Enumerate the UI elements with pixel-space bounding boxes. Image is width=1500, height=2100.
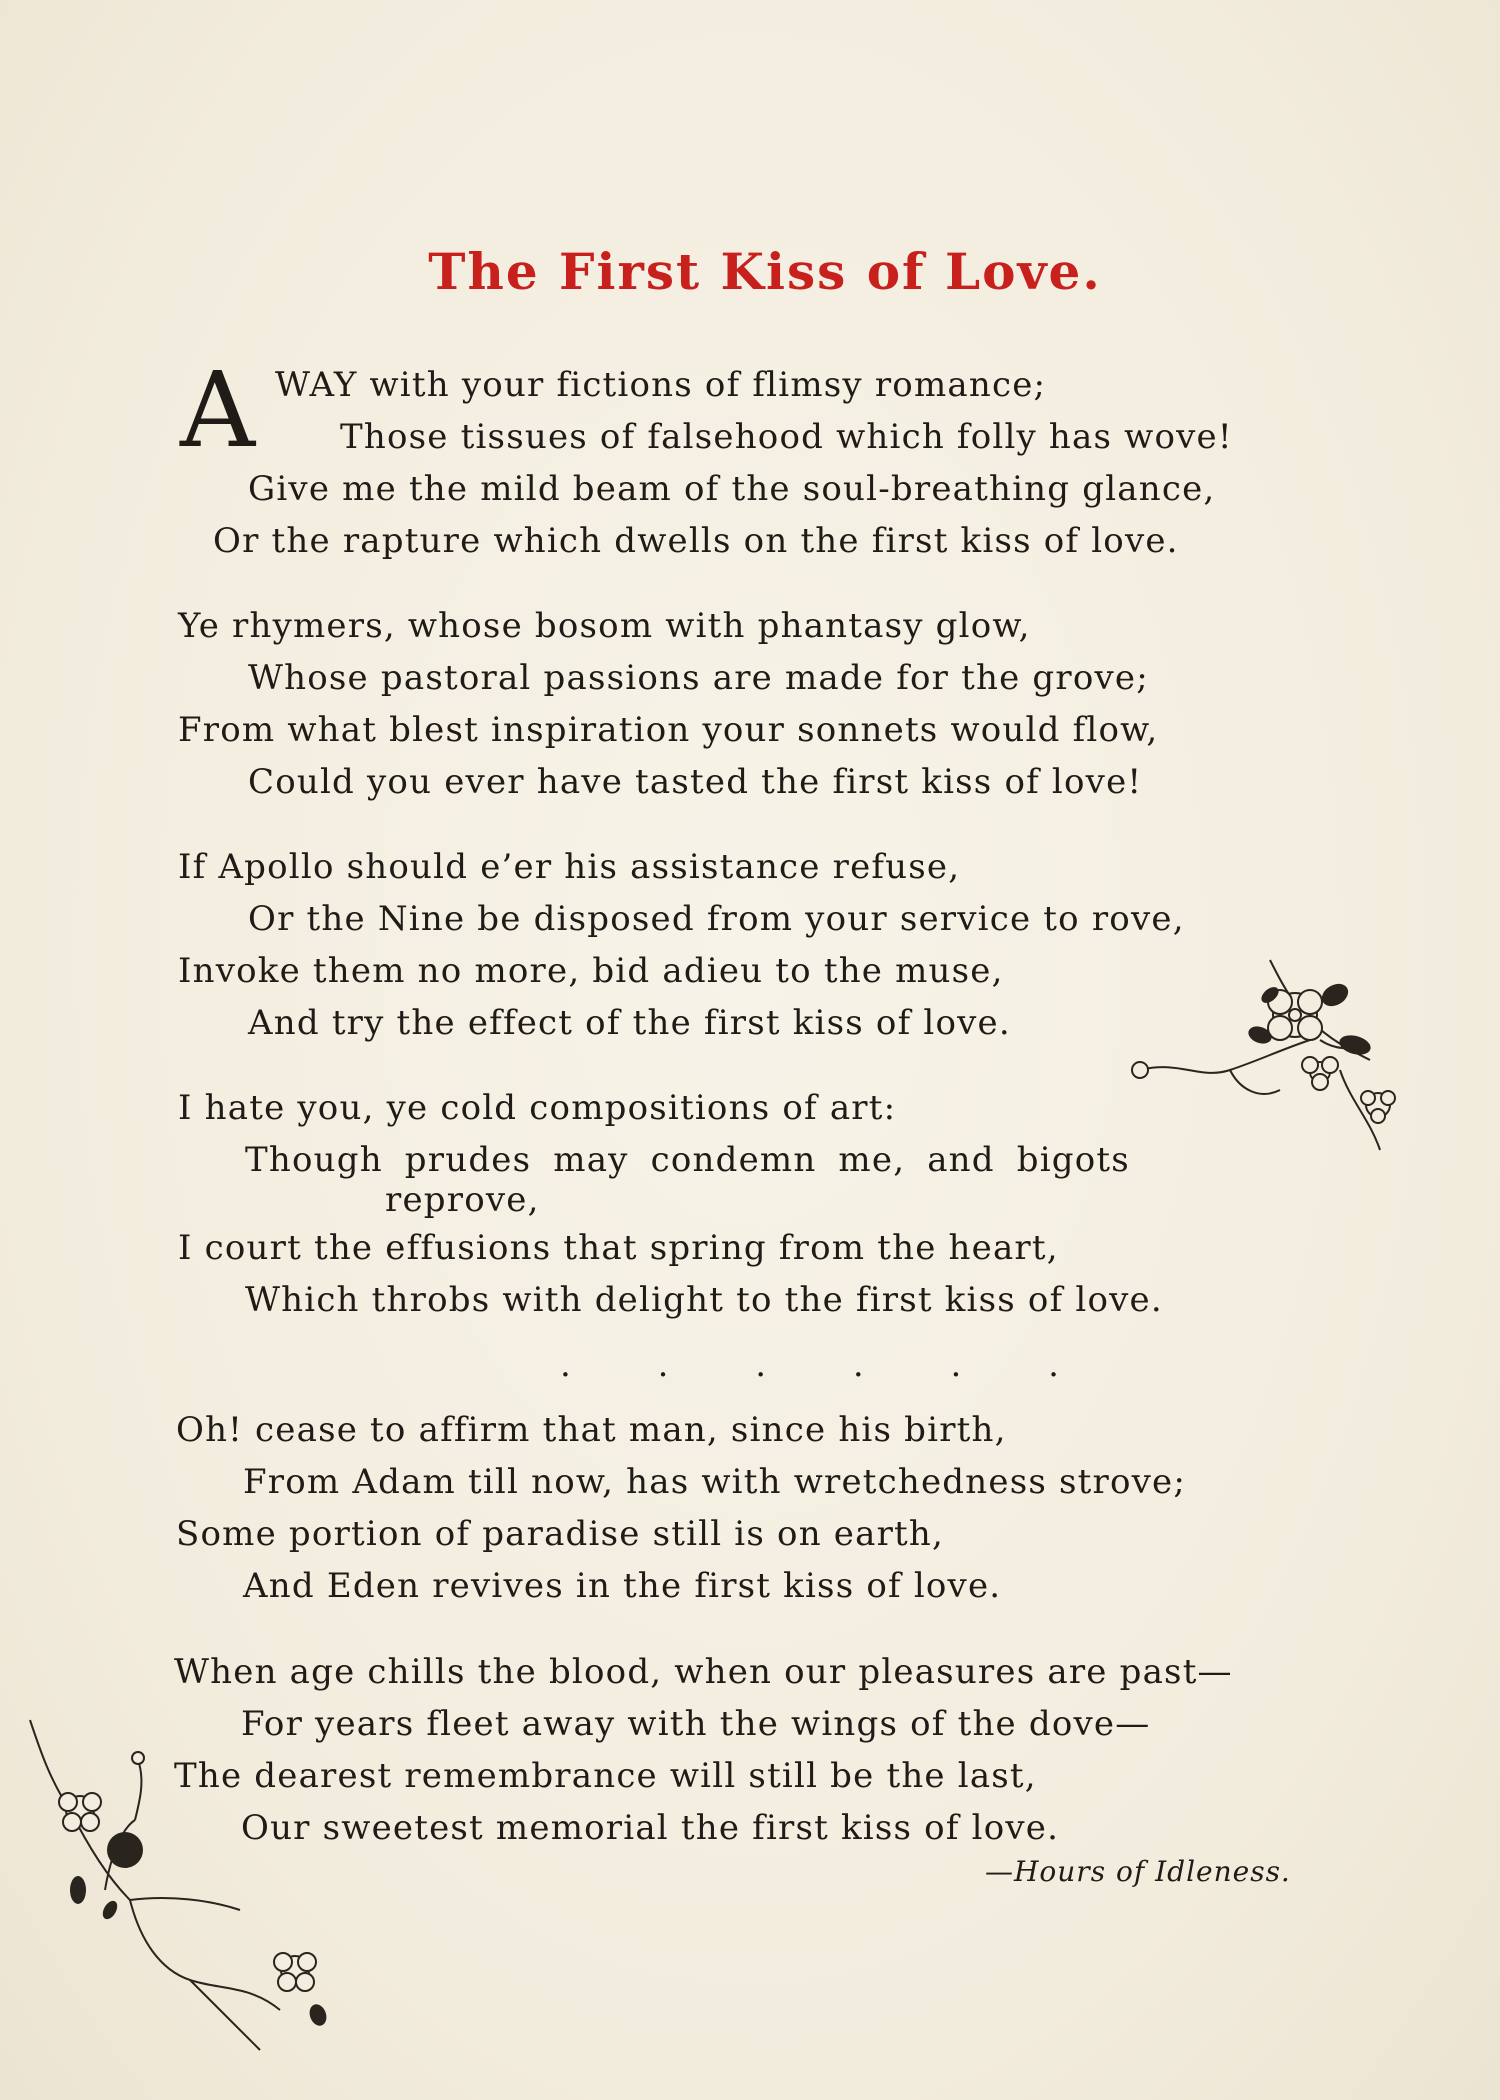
stanza5-line1: Oh! cease to affirm that man, since his birth, — [176, 1410, 1007, 1450]
stanza3-line1: If Apollo should e’er his assistance refuse, — [178, 847, 961, 887]
stanza2-line3: From what blest inspiration your sonnets would flow, — [178, 710, 1159, 750]
floral-ornament-right-icon — [1120, 940, 1420, 1160]
stanza1-line2: Those tissues of falsehood which folly has wove! — [340, 417, 1233, 457]
stanza5-line2: From Adam till now, has with wretchedness strove; — [243, 1462, 1187, 1502]
stanza4-line4: Which throbs with delight to the first kiss of love. — [245, 1280, 1163, 1320]
stanza4-line1: I hate you, ye cold compositions of art: — [178, 1088, 897, 1128]
floral-ornament-left-icon — [20, 1710, 350, 2060]
stanza1-line3: Give me the mild beam of the soul-breathing glance, — [248, 469, 1216, 509]
stanza5-line4: And Eden revives in the first kiss of love. — [243, 1566, 1002, 1606]
drop-cap: A — [180, 349, 256, 471]
poem-title: The First Kiss of Love. — [428, 242, 1102, 301]
stanza2-line2: Whose pastoral passions are made for the grove; — [248, 658, 1149, 698]
separator-dots: . . . . . . — [560, 1345, 1097, 1385]
stanza6-line3: The dearest remembrance will still be the last, — [174, 1756, 1037, 1796]
stanza6-line4: Our sweetest memorial the first kiss of love. — [241, 1808, 1060, 1848]
stanza4-line2: Though prudes may condemn me, and bigots — [245, 1140, 1130, 1180]
stanza3-line3: Invoke them no more, bid adieu to the muse, — [178, 951, 1004, 991]
stanza6-line2: For years fleet away with the wings of the dove— — [241, 1704, 1151, 1744]
stanza1-line4: Or the rapture which dwells on the first kiss of love. — [213, 521, 1179, 561]
stanza5-line3: Some portion of paradise still is on earth, — [176, 1514, 945, 1554]
stanza6-line1: When age chills the blood, when our pleasures are past— — [174, 1652, 1233, 1692]
stanza1-line1: WAY with your fictions of flimsy romance; — [275, 365, 1047, 405]
stanza4-line2-cont: reprove, — [385, 1180, 540, 1220]
stanza3-line4: And try the effect of the first kiss of love. — [248, 1003, 1011, 1043]
stanza4-line3: I court the effusions that spring from the heart, — [178, 1228, 1059, 1268]
stanza2-line1: Ye rhymers, whose bosom with phantasy glow, — [178, 606, 1031, 646]
stanza3-line2: Or the Nine be disposed from your service to rove, — [248, 899, 1185, 939]
attribution: —Hours of Idleness. — [985, 1855, 1291, 1888]
stanza2-line4: Could you ever have tasted the first kiss of love! — [248, 762, 1143, 802]
